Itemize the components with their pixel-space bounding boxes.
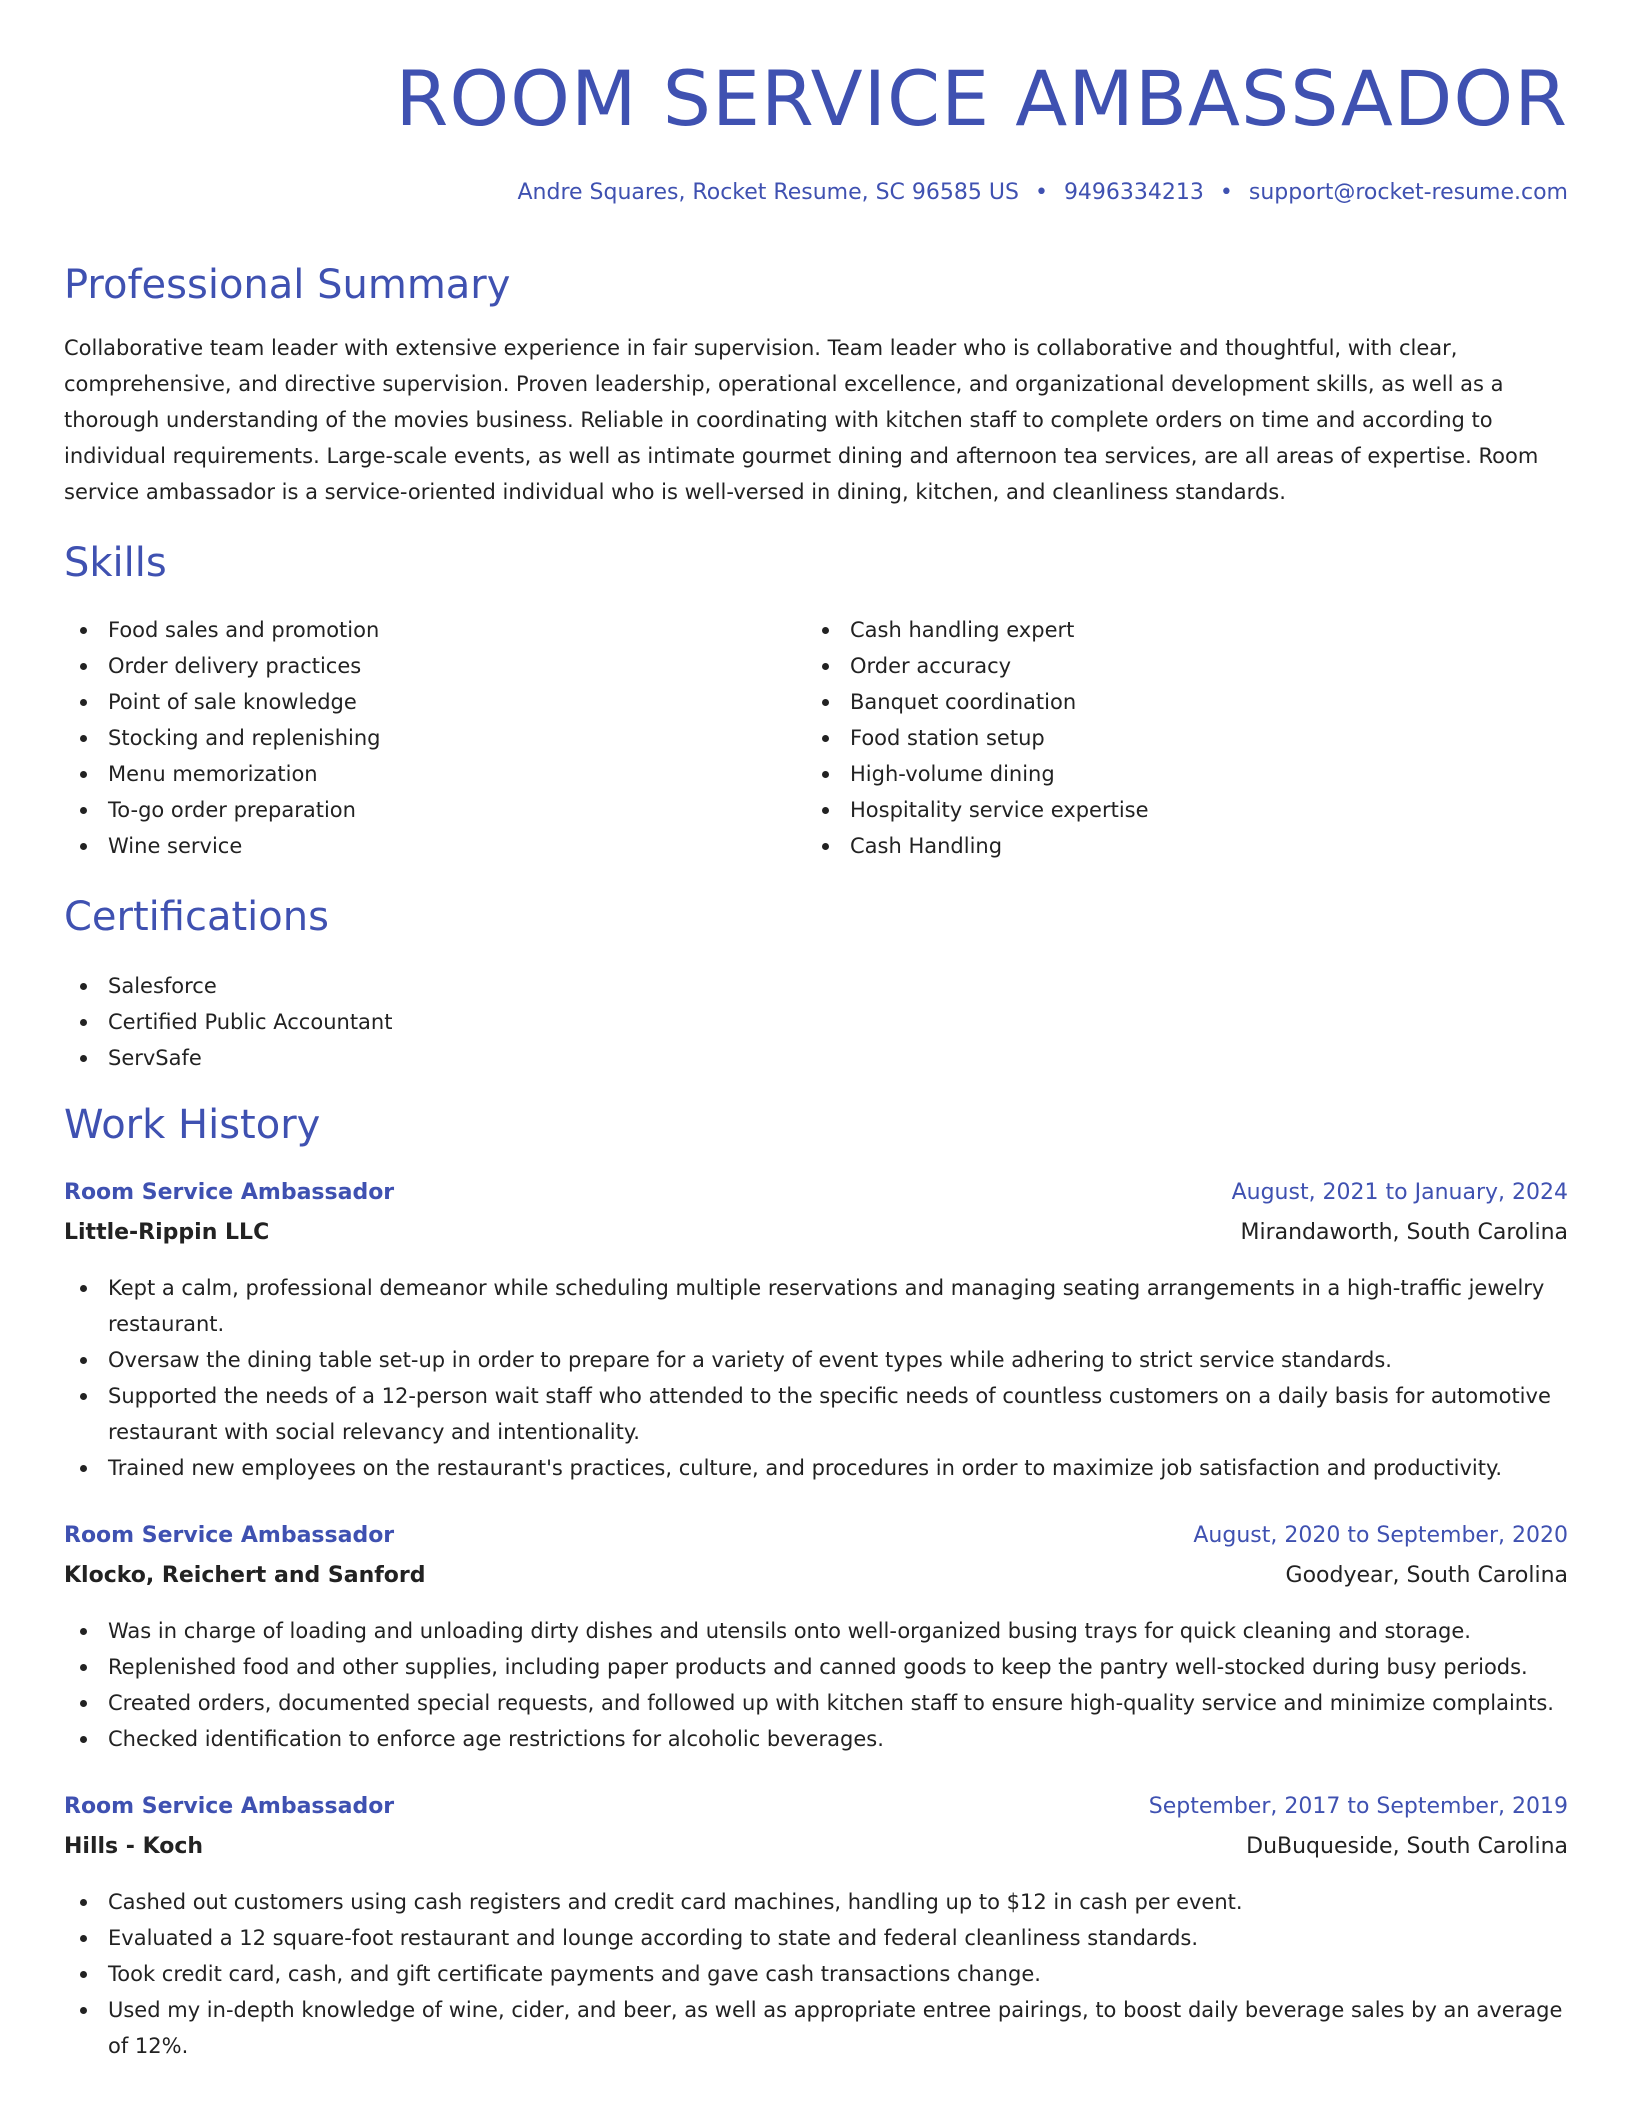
certifications-heading: Certifications	[64, 894, 329, 940]
list-item: Menu memorization	[64, 756, 764, 792]
list-item: To-go order preparation	[64, 792, 764, 828]
work-history-heading: Work History	[64, 1102, 321, 1148]
list-item: Trained new employees on the restaurant's practices, culture, and procedures in order to maximize job satisfaction and productivity.	[64, 1450, 1568, 1486]
list-item: Certified Public Accountant	[64, 1004, 1568, 1040]
contact-phone: 9496334213	[1063, 180, 1204, 205]
job-dates: August, 2020 to September, 2020	[1193, 1523, 1568, 1548]
list-item: Cash handling expert	[806, 612, 1506, 648]
list-item: Kept a calm, professional demeanor while scheduling multiple reservations and managing seating arrangements in a high-traffic jewelry restaurant.	[64, 1270, 1568, 1342]
job-location: Goodyear, South Carolina	[1285, 1563, 1568, 1588]
job-bullets	[64, 1270, 1568, 1486]
contact-separator: •	[1034, 180, 1048, 205]
contact-line	[517, 180, 1568, 205]
summary-heading: Professional Summary	[64, 262, 511, 308]
list-item: ServSafe	[64, 1040, 1568, 1076]
list-item: Hospitality service expertise	[806, 792, 1506, 828]
list-item: Cashed out customers using cash registers and credit card machines, handling up to $12 in cash per event.	[64, 1884, 1568, 1920]
skills-list-left	[64, 612, 764, 864]
job-dates: September, 2017 to September, 2019	[1148, 1794, 1568, 1819]
job-location: DuBuqueside, South Carolina	[1246, 1834, 1568, 1859]
job-title: Room Service Ambassador	[64, 1794, 395, 1819]
contact-address: Andre Squares, Rocket Resume, SC 96585 US	[517, 180, 1019, 205]
list-item: Food station setup	[806, 720, 1506, 756]
list-item: Oversaw the dining table set-up in order to prepare for a variety of event types while adhering to strict service standards.	[64, 1342, 1568, 1378]
list-item: Evaluated a 12 square-foot restaurant and lounge according to state and federal cleanliness standards.	[64, 1920, 1568, 1956]
list-item: Replenished food and other supplies, including paper products and canned goods to keep the pantry well-stocked during busy periods.	[64, 1649, 1568, 1685]
job-company: Little-Rippin LLC	[64, 1220, 270, 1245]
summary-text: Collaborative team leader with extensive experience in fair supervision. Team leader who is collaborative and thoughtful, with clear, comprehensive, and directive supervision. Proven leadership, operational excellence, and organizational development skills, as well as a thorough understanding of the movies business. Reliable in coordinating with kitchen staff to complete orders on time and according to individual requirements. Large-scale events, as well as intimate gourmet dining and afternoon tea services, are all areas of expertise. Room service ambassador is a service-oriented individual who is well-versed in dining, kitchen, and cleanliness standards.	[64, 336, 1539, 504]
list-item: Order delivery practices	[64, 648, 764, 684]
job-title: Room Service Ambassador	[64, 1180, 395, 1205]
list-item: Order accuracy	[806, 648, 1506, 684]
resume-title: ROOM SERVICE AMBASSADOR	[395, 54, 1568, 143]
contact-email[interactable]: support@rocket-resume.com	[1248, 180, 1568, 205]
list-item: Was in charge of loading and unloading dirty dishes and utensils onto well-organized busing trays for quick cleaning and storage.	[64, 1613, 1568, 1649]
list-item: Salesforce	[64, 968, 1568, 1004]
list-item: Took credit card, cash, and gift certificate payments and gave cash transactions change.	[64, 1956, 1568, 1992]
job-bullets	[64, 1884, 1568, 2064]
list-item: Stocking and replenishing	[64, 720, 764, 756]
list-item: Banquet coordination	[806, 684, 1506, 720]
list-item: Point of sale knowledge	[64, 684, 764, 720]
job-title: Room Service Ambassador	[64, 1523, 395, 1548]
list-item: Cash Handling	[806, 828, 1506, 864]
job-bullets	[64, 1613, 1568, 1757]
job-location: Mirandaworth, South Carolina	[1240, 1220, 1568, 1245]
job-entry	[64, 1794, 1568, 2064]
job-company: Klocko, Reichert and Sanford	[64, 1563, 426, 1588]
list-item: Created orders, documented special requests, and followed up with kitchen staff to ensure high-quality service and minimize complaints.	[64, 1685, 1568, 1721]
skills-heading: Skills	[64, 540, 167, 586]
job-entry	[64, 1523, 1568, 1757]
job-entry	[64, 1180, 1568, 1486]
job-dates: August, 2021 to January, 2024	[1231, 1180, 1568, 1205]
contact-separator: •	[1219, 180, 1233, 205]
list-item: Food sales and promotion	[64, 612, 764, 648]
job-company: Hills - Koch	[64, 1834, 204, 1859]
list-item: Wine service	[64, 828, 764, 864]
list-item: High-volume dining	[806, 756, 1506, 792]
skills-list-right	[806, 612, 1506, 864]
certifications-list	[64, 968, 1568, 1076]
list-item: Checked identification to enforce age restrictions for alcoholic beverages.	[64, 1721, 1568, 1757]
list-item: Used my in-depth knowledge of wine, cider, and beer, as well as appropriate entree pairings, to boost daily beverage sales by an average of 12%.	[64, 1992, 1568, 2064]
list-item: Supported the needs of a 12-person wait staff who attended to the specific needs of countless customers on a daily basis for automotive restaurant with social relevancy and intentionality.	[64, 1378, 1568, 1450]
